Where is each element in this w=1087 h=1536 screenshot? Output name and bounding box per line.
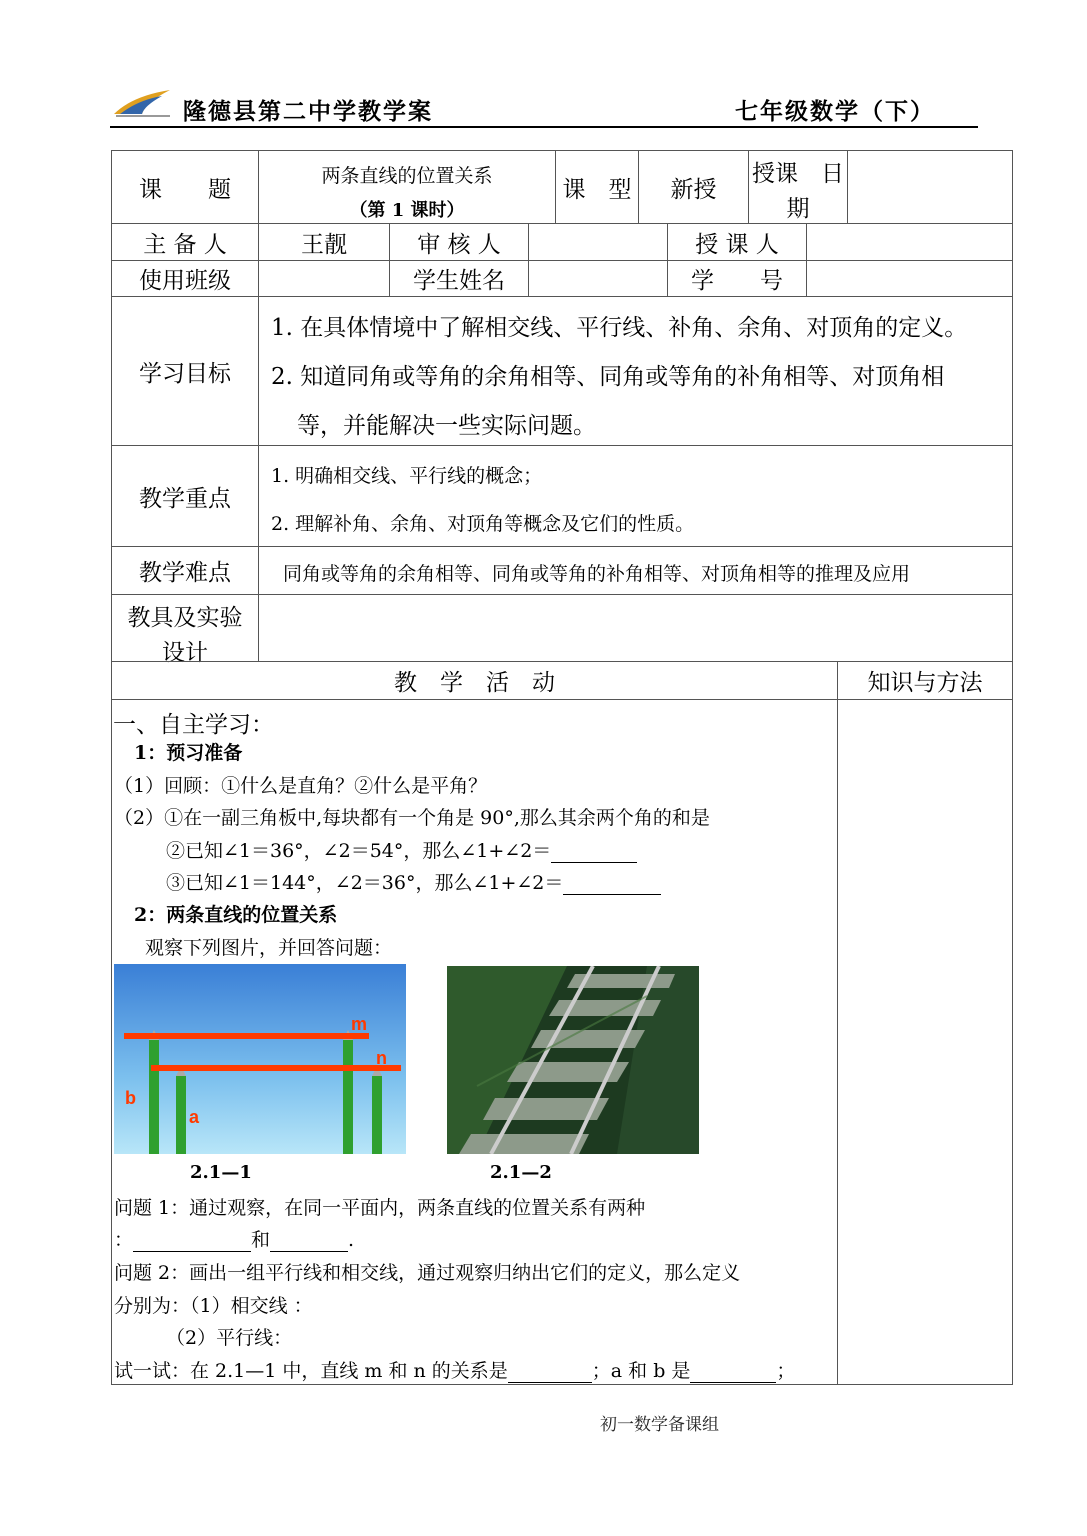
topic-label-cell (111, 150, 259, 224)
tools-label-2: 设计 (162, 640, 208, 666)
topic-label: 课 题 (139, 176, 231, 203)
fig2-caption: 2.1—2 (490, 1162, 552, 1183)
label-b: b (125, 1088, 136, 1108)
grade-title: 七年级数学（下） (735, 98, 935, 125)
answer-blank-2[interactable] (551, 842, 637, 863)
difficulty-cell (258, 546, 1013, 595)
fig1-caption: 2.1—1 (190, 1162, 252, 1183)
method-body-cell (837, 699, 1013, 1385)
keypoints-cell (258, 445, 1013, 547)
angle-question-2-text: ②已知∠1＝36°，∠2＝54°，那么∠1+∠2＝ (166, 840, 552, 862)
preparer-value-cell (258, 223, 390, 261)
keypoints-label-cell (111, 445, 259, 547)
header-rule (110, 126, 978, 128)
topic-sub: （第 1 课时） (349, 200, 465, 221)
reviewer-value-cell (528, 223, 668, 261)
try-text-a: 试一试：在 2.1—1 中，直线 m 和 n 的关系是 (114, 1360, 508, 1382)
teacher-label-cell (667, 223, 807, 261)
class-label: 使用班级 (139, 268, 231, 294)
q1-and: 和 (251, 1229, 271, 1251)
activity-header: 教 学 活 动 (394, 670, 555, 696)
class-label-cell (111, 260, 259, 297)
figure-parallel-bars (114, 964, 406, 1154)
school-logo (112, 88, 174, 120)
answer-blank-try-1[interactable] (508, 1362, 592, 1383)
question-1-line2 (114, 1225, 354, 1252)
activity-header-cell (111, 661, 838, 700)
date-label-1: 授课 日 (752, 161, 844, 187)
figure-railway (447, 966, 699, 1154)
student-label-cell (389, 260, 529, 297)
goal-1: 1. 在具体情境中了解相交线、平行线、补角、余角、对顶角的定义。 (271, 315, 968, 341)
question-1-line1: 问题 1：通过观察，在同一平面内，两条直线的位置关系有两种 (114, 1197, 646, 1219)
topic-cell (258, 150, 556, 224)
goal-3: 等，并能解决一些实际问题。 (297, 413, 596, 439)
method-header-cell (837, 661, 1013, 700)
question-2-line3: （2）平行线： (166, 1327, 293, 1349)
review-question: （1）回顾：①什么是直角？②什么是平角？ (114, 775, 488, 797)
date-value-cell (847, 150, 1013, 224)
preparer-label-cell (111, 223, 259, 261)
type-label: 课 型 (562, 176, 632, 203)
angle-question-3 (166, 868, 661, 895)
position-title: 2：两条直线的位置关系 (134, 904, 338, 926)
type-value-cell (638, 150, 749, 224)
preparer-value: 王靓 (301, 231, 347, 258)
teacher-label: 授 课 人 (695, 231, 779, 258)
class-value-cell (258, 260, 390, 297)
difficulty-label: 教学难点 (139, 560, 231, 586)
label-m: m (351, 1014, 368, 1034)
school-title: 隆德县第二中学教学案 (183, 98, 433, 125)
answer-blank-3[interactable] (563, 874, 661, 895)
label-n: n (376, 1048, 387, 1068)
question-2-line1: 问题 2：画出一组平行线和相交线，通过观察归纳出它们的定义，那么定义 (114, 1262, 741, 1284)
answer-blank-try-2[interactable] (690, 1362, 776, 1383)
try-text-c: ； (776, 1360, 796, 1382)
method-header: 知识与方法 (867, 670, 983, 696)
observe-instruction: 观察下列图片，并回答问题： (145, 937, 393, 959)
difficulty-text: 同角或等角的余角相等、同角或等角的补角相等、对顶角相等的推理及应用 (283, 563, 911, 585)
student-value-cell (528, 260, 668, 297)
reviewer-label-cell (389, 223, 529, 261)
type-value: 新授 (670, 176, 717, 203)
keypoints-label: 教学重点 (139, 485, 231, 512)
student-label: 学生姓名 (413, 268, 505, 294)
goals-label: 学习目标 (139, 360, 231, 387)
footer-text: 初一数学备课组 (600, 1415, 719, 1435)
answer-blank-q1a[interactable] (133, 1231, 251, 1252)
goal-2: 2. 知道同角或等角的余角相等、同角或等角的补角相等、对顶角相 (271, 364, 945, 390)
triangle-question: （2）①在一副三角板中,每块都有一个角是 90°,那么其余两个角的和是 (114, 807, 710, 829)
tools-value-cell (258, 594, 1013, 662)
number-label: 学 号 (691, 268, 783, 294)
try-text-b: ；a 和 b 是 (591, 1360, 691, 1382)
difficulty-label-cell (111, 546, 259, 595)
angle-question-3-text: ③已知∠1＝144°，∠2＝36°，那么∠1+∠2＝ (166, 872, 564, 894)
angle-question-2 (166, 836, 637, 863)
tools-label-1: 教具及实验 (127, 605, 243, 631)
q1-end: . (348, 1229, 355, 1251)
number-label-cell (667, 260, 807, 297)
label-a: a (189, 1107, 200, 1127)
date-label-2: 期 (786, 196, 810, 222)
goals-label-cell (111, 296, 259, 446)
goals-cell (258, 296, 1013, 446)
teacher-value-cell (806, 223, 1013, 261)
preparer-label: 主 备 人 (143, 231, 227, 258)
answer-blank-q1b[interactable] (270, 1231, 348, 1252)
q1-colon: ： (114, 1229, 134, 1251)
question-2-line2: 分别为：（1）相交线 ： (114, 1295, 313, 1317)
tools-label-cell (111, 594, 259, 666)
keypoint-2: 2. 理解补角、余角、对顶角等概念及它们的性质。 (271, 513, 695, 535)
type-label-cell (555, 150, 639, 224)
date-label-cell (748, 150, 848, 224)
try-it-line (114, 1356, 795, 1383)
section-self-study: 一、自主学习： (113, 712, 274, 738)
number-value-cell (806, 260, 1013, 297)
topic-title: 两条直线的位置关系 (321, 165, 493, 187)
keypoint-1: 1. 明确相交线、平行线的概念； (271, 465, 543, 487)
reviewer-label: 审 核 人 (417, 231, 501, 258)
prep-title: 1：预习准备 (134, 742, 243, 764)
